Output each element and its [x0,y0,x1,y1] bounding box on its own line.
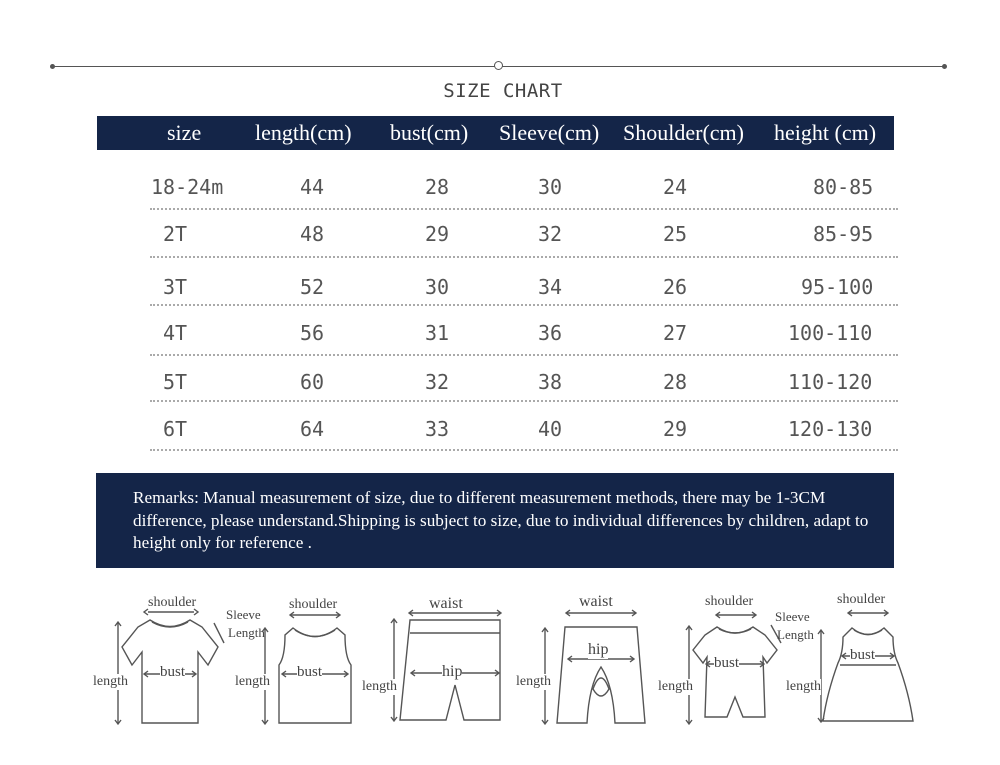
waist-label: waist [429,595,463,612]
cell-bust: 33 [425,417,450,441]
hip-label: hip [588,641,609,658]
cell-length: 44 [300,175,325,199]
shorts-diagram [360,585,510,735]
row-divider [150,400,898,402]
cell-height: 120-130 [788,417,873,441]
waist-label: waist [579,593,613,610]
table-row [0,275,1000,315]
cell-shoulder: 25 [663,222,688,246]
top-divider [52,66,945,67]
bust-label: bust [714,655,740,671]
table-row [0,417,1000,457]
cell-shoulder: 28 [663,370,688,394]
bust-label: bust [297,664,323,680]
header-sleeve: Sleeve(cm) [499,120,600,145]
cell-size: 2T [163,222,188,246]
cell-height: 85-95 [813,222,874,246]
cell-height: 95-100 [801,275,874,299]
sleeve-label: Sleeve [226,607,261,622]
sleeve-length-label: Length [777,627,814,642]
dress-diagram [785,585,915,735]
header-shoulder: Shoulder(cm) [623,120,744,145]
shoulder-label: shoulder [148,595,197,610]
cell-length: 56 [300,321,325,345]
cell-size: 4T [163,321,188,345]
sleeve-length-label: Length [228,625,265,640]
remarks-text: Remarks: Manual measurement of size, due to different measurement methods, there may be 1-3CM difference, please understand.Shipping is subject to size, due to individual differences by children, adapt to height only for reference . [133,488,869,552]
length-label: length [516,674,551,689]
row-divider [150,304,898,306]
row-divider [150,354,898,356]
cell-bust: 32 [425,370,450,394]
cell-bust: 28 [425,175,450,199]
header-height: height (cm) [774,120,877,145]
cell-size: 5T [163,370,188,394]
header-length: length(cm) [255,120,352,145]
shoulder-label: shoulder [289,597,338,612]
cell-size: 6T [163,417,188,441]
cell-sleeve: 30 [538,175,563,199]
bust-label: bust [160,664,186,680]
table-header [97,116,894,150]
header-bust: bust(cm) [390,120,469,145]
bust-label: bust [850,647,876,663]
cell-size: 18-24m [151,175,224,199]
cell-shoulder: 26 [663,275,688,299]
cell-sleeve: 38 [538,370,563,394]
cell-size: 3T [163,275,188,299]
cell-bust: 29 [425,222,450,246]
cell-sleeve: 34 [538,275,563,299]
cell-shoulder: 24 [663,175,688,199]
table-row [0,175,1000,215]
hip-label: hip [442,663,463,680]
divider-end-dot [942,64,947,69]
table-row [0,222,1000,262]
length-label: length [93,674,128,689]
cell-sleeve: 32 [538,222,563,246]
cell-height: 80-85 [813,175,874,199]
sleeve-label: Sleeve [775,609,810,624]
pants-diagram [515,585,655,735]
divider-center-ring [494,61,503,70]
row-divider [150,208,898,210]
row-divider [150,449,898,451]
row-divider [150,256,898,258]
size-chart-title: SIZE CHART [443,80,563,102]
length-label: length [362,679,397,694]
cell-height: 100-110 [788,321,873,345]
tank-diagram [235,585,365,735]
shoulder-label: shoulder [705,594,754,609]
table-row [0,321,1000,361]
shoulder-label: shoulder [837,592,886,607]
cell-shoulder: 29 [663,417,688,441]
length-label: length [658,679,693,694]
cell-bust: 30 [425,275,450,299]
cell-height: 110-120 [788,370,873,394]
length-label: length [786,679,821,694]
remarks-panel [96,473,894,568]
table-row [0,370,1000,410]
cell-length: 64 [300,417,325,441]
cell-shoulder: 27 [663,321,688,345]
cell-bust: 31 [425,321,450,345]
cell-length: 60 [300,370,325,394]
cell-sleeve: 40 [538,417,563,441]
cell-length: 48 [300,222,325,246]
cell-sleeve: 36 [538,321,563,345]
header-size: size [167,120,202,145]
tshirt-diagram [90,585,265,735]
length-label: length [235,674,270,689]
cell-length: 52 [300,275,325,299]
divider-end-dot [50,64,55,69]
